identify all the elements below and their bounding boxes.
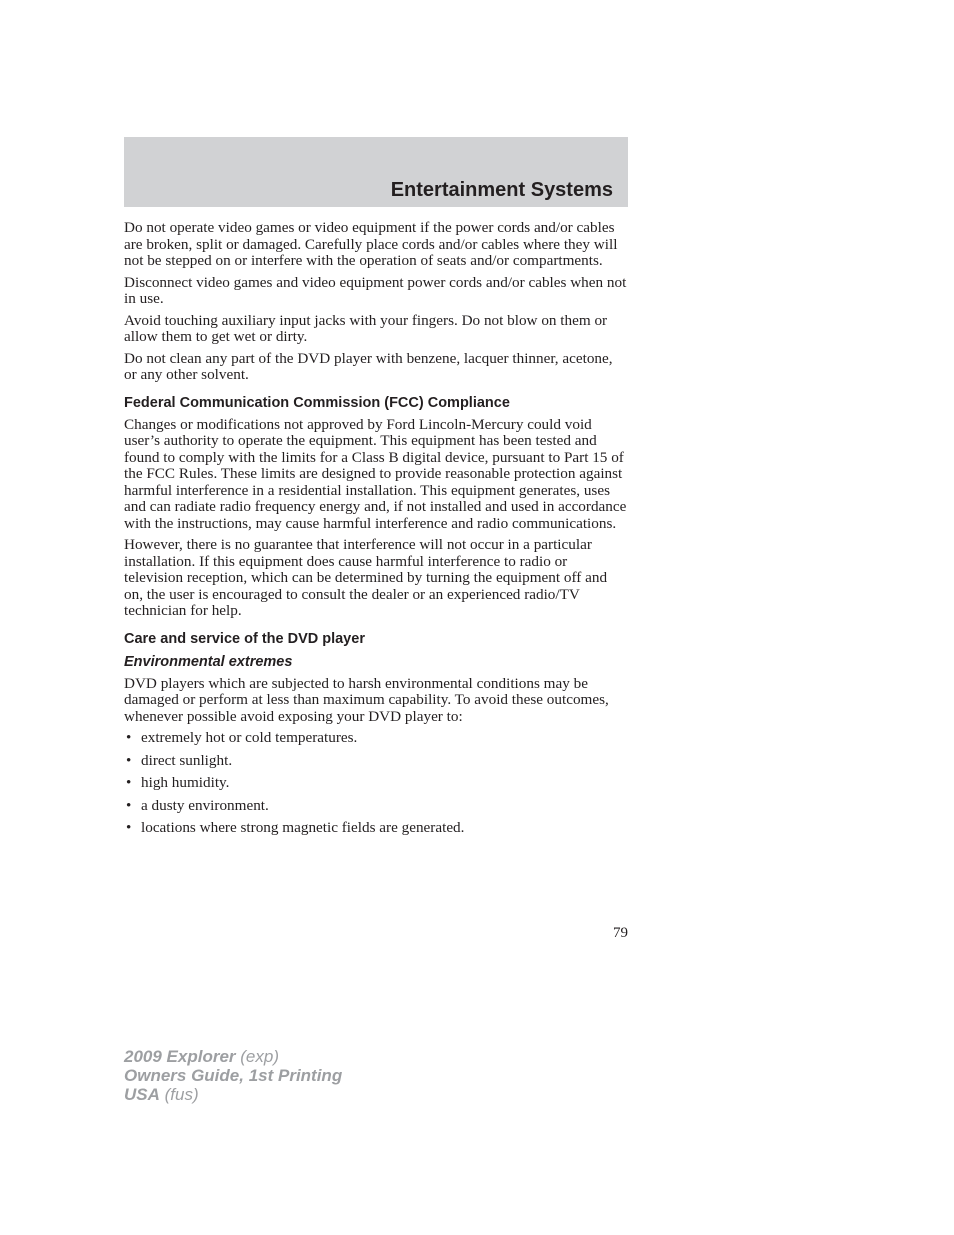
- list-item: [124, 820, 628, 837]
- list-item: [124, 775, 628, 792]
- list-item: [124, 753, 628, 770]
- paragraph-fcc-changes: Changes or modifications not approved by Ford Lincoln-Mercury could void user’s authority to operate the equipment. This equipment has been tested and found to comply with the limits for a Class B digital device, pursuant to Part 15 of the FCC Rules. These limits are designed to provide reasonable protection against harmful interference in a residential installation. This equipment generates, uses and can radiate radio frequency energy and, if not installed and used in accordance with the instructions, may cause harmful interference and radio communications.: [124, 415, 627, 532]
- bullet-icon: •: [126, 729, 132, 746]
- section-title: Entertainment Systems: [390, 179, 613, 201]
- bullet-icon: •: [126, 774, 132, 791]
- footer-model-code: (exp): [240, 1047, 279, 1066]
- document-footer: [124, 1047, 342, 1104]
- fcc-heading: Federal Communication Commission (FCC) Compliance: [124, 394, 510, 411]
- paragraph-cords-cables: Do not operate video games or video equipment if the power cords and/or cables are broken, split or damaged. Carefully place cords and/or cables where they will not be stepped on or interfere with the operation of seats and/or compartments.: [124, 219, 618, 269]
- footer-model: 2009 Explorer: [124, 1047, 236, 1066]
- bullet-icon: •: [126, 819, 132, 836]
- list-item-text: high humidity.: [141, 774, 230, 791]
- list-item-text: a dusty environment.: [141, 796, 269, 814]
- paragraph-input-jacks: Avoid touching auxiliary input jacks with your fingers. Do not blow on them or allow them to get wet or dirty.: [124, 311, 608, 345]
- care-heading: Care and service of the DVD player: [124, 630, 365, 647]
- footer-printing: Owners Guide, 1st Printing: [124, 1066, 343, 1085]
- avoid-conditions-list: [124, 730, 628, 837]
- list-item: [124, 730, 628, 747]
- paragraph-cleaning: Do not clean any part of the DVD player with benzene, lacquer thinner, acetone, or any other solvent.: [124, 349, 613, 383]
- list-item-text: direct sunlight.: [141, 751, 233, 769]
- footer-market-code: (fus): [164, 1085, 199, 1104]
- paragraph-disconnect: Disconnect video games and video equipment power cords and/or cables when not in use.: [124, 273, 627, 307]
- paragraph-environmental: DVD players which are subjected to harsh environmental conditions may be damaged or perform at less than maximum capability. To avoid these outcomes, whenever possible avoid exposing your DVD player to:: [124, 674, 609, 725]
- footer-model-line: [124, 1047, 342, 1066]
- list-item: [124, 798, 628, 815]
- list-item-text: locations where strong magnetic fields are generated.: [141, 819, 465, 836]
- bullet-icon: •: [126, 751, 132, 769]
- list-item-text: extremely hot or cold temperatures.: [141, 729, 358, 746]
- footer-market: USA: [124, 1085, 160, 1104]
- page-content: [124, 220, 628, 843]
- page-number: 79: [613, 925, 628, 941]
- section-header-band: [124, 137, 628, 207]
- bullet-icon: •: [126, 796, 132, 814]
- environmental-subheading: Environmental extremes: [124, 653, 293, 670]
- paragraph-fcc-guarantee: However, there is no guarantee that interference will not occur in a particular installation. If this equipment does cause harmful interference to radio or television reception, which can be determined by turning the equipment off and on, the user is encouraged to consult the dealer or an experienced radio/TV technician for help.: [124, 536, 608, 619]
- footer-market-line: [124, 1085, 342, 1104]
